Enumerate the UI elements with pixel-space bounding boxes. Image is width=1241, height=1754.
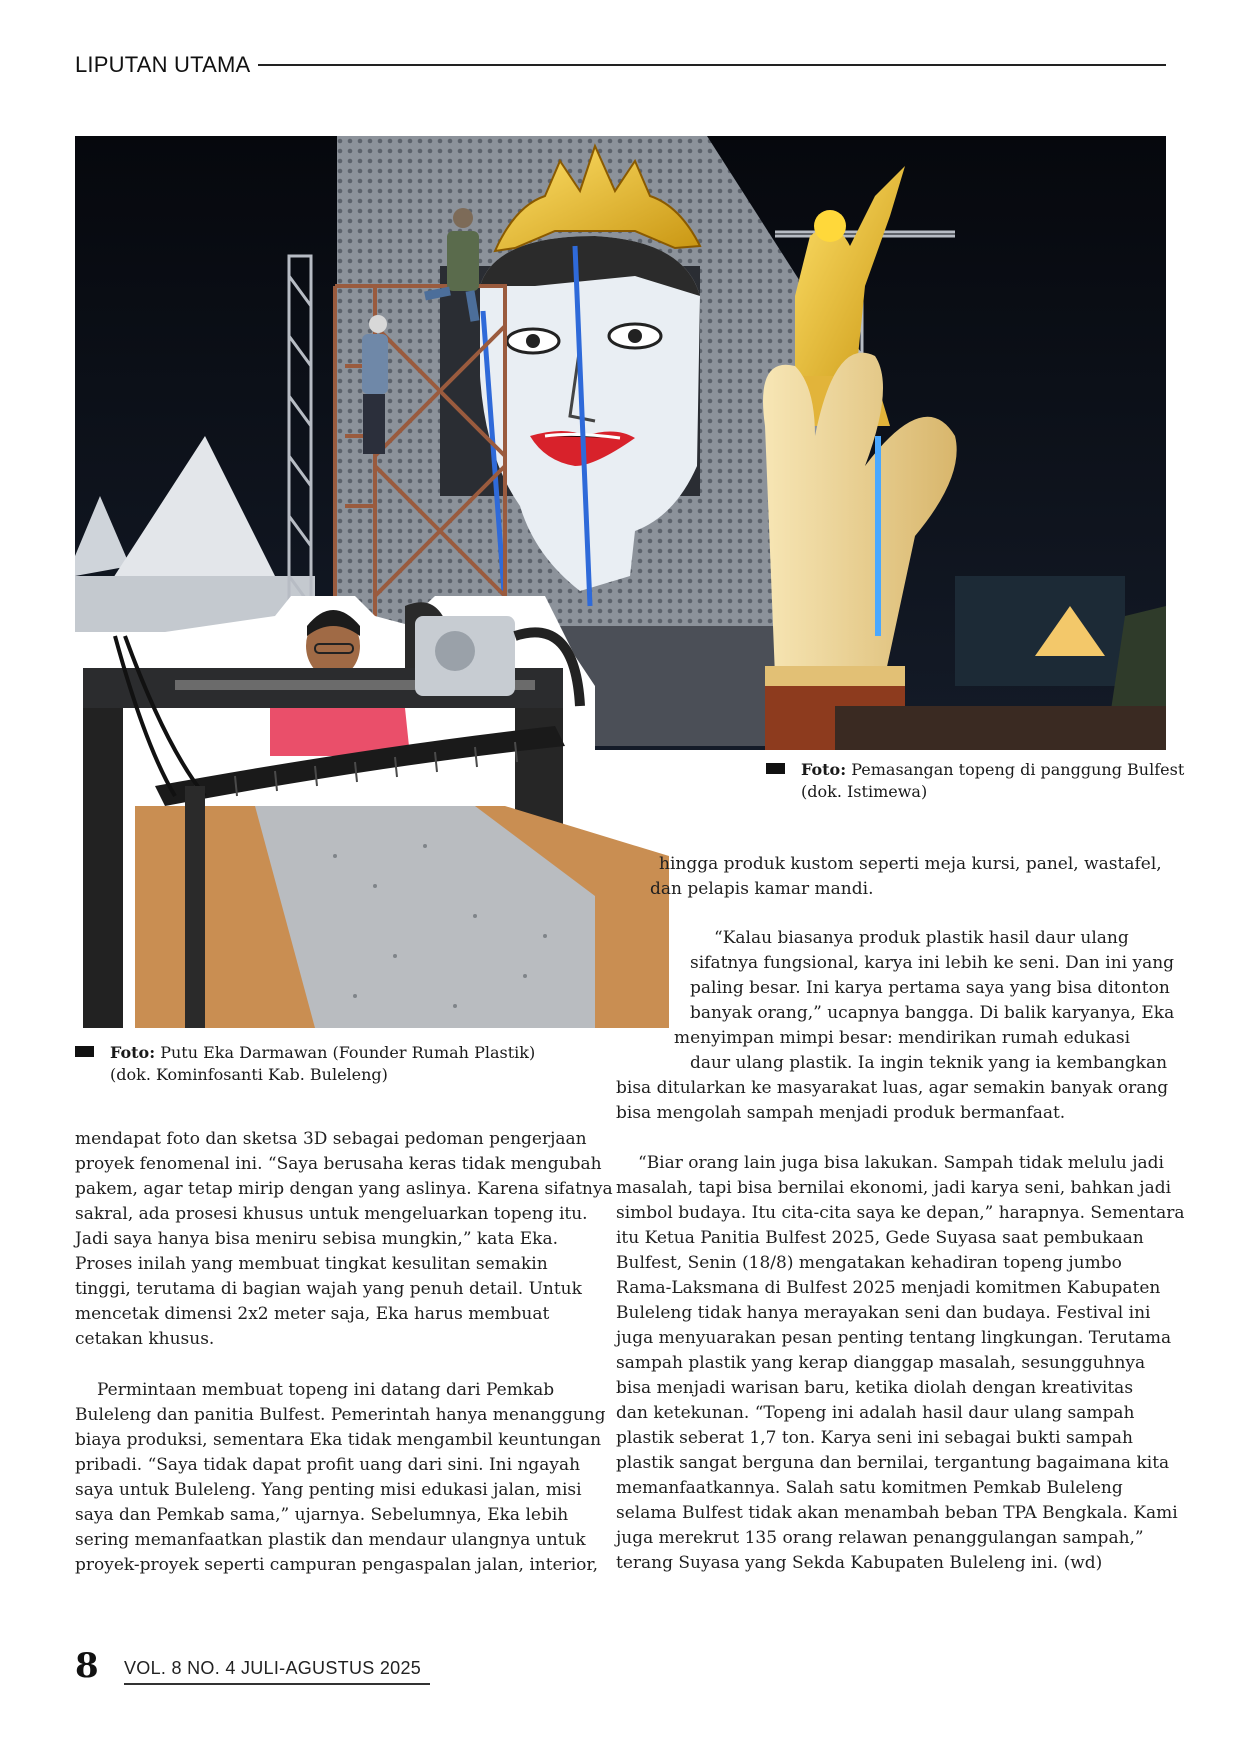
caption-main-photo: Foto: Pemasangan topeng di panggung Bulfest (dok. Istimewa) <box>766 759 1184 803</box>
text-line: pakem, agar tetap mirip dengan yang aslinya. Karena sifatnya <box>75 1179 613 1199</box>
right-paragraph-3 <box>616 1151 1185 1576</box>
text-line: proyek-proyek seperti campuran pengaspalan jalan, interior, <box>75 1555 599 1575</box>
text-line: Proses inilah yang membuat tingkat kesulitan semakin <box>75 1254 548 1274</box>
text-line: selama Bulfest tidak akan menambah beban TPA Bengkala. Kami <box>616 1503 1178 1523</box>
text-line: “Biar orang lain juga bisa lakukan. Sampah tidak melulu jadi <box>638 1153 1164 1173</box>
text-line: menyimpan mimpi besar: mendirikan rumah edukasi <box>674 1028 1131 1048</box>
page-number: 8 <box>75 1646 99 1686</box>
issue-info: VOL. 8 NO. 4 JULI-AGUSTUS 2025 <box>124 1658 430 1685</box>
header-rule <box>258 64 1166 66</box>
text-line: banyak orang,” ucapnya bangga. Di balik karyanya, Eka <box>690 1003 1175 1023</box>
text-line: bisa menjadi warisan baru, ketika diolah dengan kreativitas <box>616 1378 1134 1398</box>
text-line: mendapat foto dan sketsa 3D sebagai pedoman pengerjaan <box>75 1129 587 1149</box>
caption-marker <box>766 763 785 774</box>
text-line: Buleleng dan panitia Bulfest. Pemerintah hanya menanggung <box>75 1405 606 1425</box>
text-line: mencetak dimensi 2x2 meter saja, Eka harus membuat <box>75 1304 550 1324</box>
right-paragraph-1 <box>650 852 1162 902</box>
inset-photo-founder-machine <box>75 596 669 1028</box>
text-line: memanfaatkannya. Salah satu komitmen Pemkab Buleleng <box>616 1478 1123 1498</box>
text-line: sampah plastik yang kerap dianggap masalah, sesungguhnya <box>616 1353 1146 1373</box>
text-line: sifatnya fungsional, karya ini lebih ke seni. Dan ini yang <box>690 953 1175 973</box>
text-line: Bulfest, Senin (18/8) mengatakan kehadiran topeng jumbo <box>616 1253 1122 1273</box>
text-line: bisa mengolah sampah menjadi produk bermanfaat. <box>616 1103 1066 1123</box>
caption-marker <box>75 1046 94 1057</box>
text-line: biaya produksi, sementara Eka tidak mengambil keuntungan <box>75 1430 602 1450</box>
text-line: masalah, tapi bisa bernilai ekonomi, jadi karya seni, bahkan jadi <box>616 1178 1172 1198</box>
text-line: plastik sangat berguna dan bernilai, tergantung bagaimana kita <box>616 1453 1170 1473</box>
right-paragraph-2 <box>616 926 1174 1126</box>
caption-inset-photo: Foto: Putu Eka Darmawan (Founder Rumah Plastik) (dok. Kominfosanti Kab. Buleleng) <box>75 1042 535 1086</box>
text-line: sering memanfaatkan plastik dan mendaur ulangnya untuk <box>75 1530 586 1550</box>
text-line: hingga produk kustom seperti meja kursi, panel, wastafel, <box>659 854 1162 874</box>
text-line: plastik seberat 1,7 ton. Karya seni ini sebagai bukti sampah <box>616 1428 1133 1448</box>
text-line: saya untuk Buleleng. Yang penting misi edukasi jalan, misi <box>75 1480 582 1500</box>
text-line: sakral, ada prosesi khusus untuk mengeluarkan topeng itu. <box>75 1204 588 1224</box>
text-line: cetakan khusus. <box>75 1329 215 1349</box>
text-line: “Kalau biasanya produk plastik hasil daur ulang <box>714 928 1129 948</box>
text-line: proyek fenomenal ini. “Saya berusaha keras tidak mengubah <box>75 1154 602 1174</box>
left-paragraph-2 <box>75 1378 606 1578</box>
text-line: daur ulang plastik. Ia ingin teknik yang ia kembangkan <box>690 1053 1168 1073</box>
left-paragraph-1 <box>75 1127 613 1352</box>
text-line: tinggi, terutama di bagian wajah yang penuh detail. Untuk <box>75 1279 582 1299</box>
text-line: Jadi saya hanya bisa meniru sebisa mungkin,” kata Eka. <box>75 1229 558 1249</box>
text-line: bisa ditularkan ke masyarakat luas, agar semakin banyak orang <box>616 1078 1169 1098</box>
text-line: dan ketekunan. “Topeng ini adalah hasil daur ulang sampah <box>616 1403 1135 1423</box>
section-label: LIPUTAN UTAMA <box>75 52 251 77</box>
text-line: paling besar. Ini karya pertama saya yang bisa ditonton <box>690 978 1170 998</box>
text-line: juga merekrut 135 orang relawan penanggulangan sampah,” <box>616 1528 1144 1548</box>
text-line: pribadi. “Saya tidak dapat profit uang dari sini. Ini ngayah <box>75 1455 581 1475</box>
text-line: Buleleng tidak hanya merayakan seni dan budaya. Festival ini <box>616 1303 1151 1323</box>
text-line: dan pelapis kamar mandi. <box>650 879 874 899</box>
text-line: terang Suyasa yang Sekda Kabupaten Buleleng ini. (wd) <box>616 1553 1103 1573</box>
text-line: saya dan Pemkab sama,” ujarnya. Sebelumnya, Eka lebih <box>75 1505 569 1525</box>
text-line: simbol budaya. Itu cita-cita saya ke depan,” harapnya. Sementara <box>616 1203 1185 1223</box>
text-line: Rama-Laksmana di Bulfest 2025 menjadi komitmen Kabupaten <box>616 1278 1161 1298</box>
text-line: itu Ketua Panitia Bulfest 2025, Gede Suyasa saat pembukaan <box>616 1228 1144 1248</box>
text-line: juga menyuarakan pesan penting tentang lingkungan. Terutama <box>616 1328 1172 1348</box>
text-line: Permintaan membuat topeng ini datang dari Pemkab <box>97 1380 555 1400</box>
